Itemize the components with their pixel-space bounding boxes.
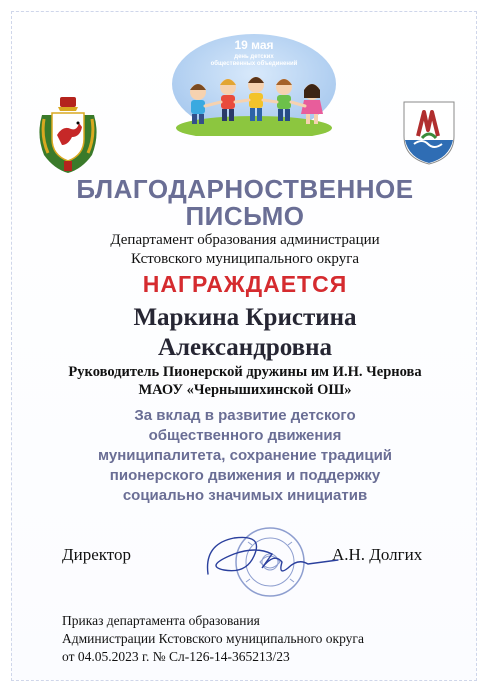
position-line-1: Руководитель Пионерской дружины им И.Н. Чернова (68, 364, 422, 380)
merit-line: муниципалитета, сохранение традиций (97, 447, 393, 464)
merit-line: социально значимых инициатив (122, 487, 368, 504)
merit-line: пионерского движения и поддержку (109, 467, 381, 484)
banner-line2: общественных объединений (210, 61, 298, 67)
order-reference (62, 612, 462, 666)
banner-date: 19 мая (234, 38, 274, 52)
order-line: от 04.05.2023 г. № Сл-126-14-365213/23 (62, 649, 290, 664)
award-label: НАГРАЖДАЕТСЯ (142, 271, 348, 297)
position-line-2: МАОУ «Чернышихинской ОШ» (138, 382, 352, 398)
director-name: А.Н. Долгих (332, 545, 423, 564)
nizhny-novgorod-coat-of-arms-icon (38, 95, 98, 173)
merit-line: общественного движения (148, 427, 342, 444)
banner-line1: день детских (234, 54, 274, 60)
handwritten-signature (208, 537, 338, 574)
department-line-2: Кстовского муниципального округа (130, 251, 360, 267)
merit-statement (40, 406, 450, 506)
kstovo-coat-of-arms-icon (402, 100, 456, 166)
director-label: Директор (62, 545, 131, 564)
order-line: Приказ департамента образования (62, 613, 260, 628)
title-line-1: БЛАГОДАРНОСТВЕННОЕ (76, 174, 414, 204)
recipient-name-line-2: Александровна (157, 334, 333, 361)
order-line: Администрации Кстовского муниципального округа (62, 631, 364, 646)
recipient-name-line-1: Маркина Кристина (133, 304, 357, 331)
department-line-1: Департамент образования администрации (110, 232, 380, 248)
title-line-2: ПИСЬМО (185, 201, 305, 231)
signature-and-stamp (178, 522, 348, 600)
children-banner-illustration (170, 32, 338, 136)
merit-line: За вклад в развитие детского (134, 407, 356, 424)
